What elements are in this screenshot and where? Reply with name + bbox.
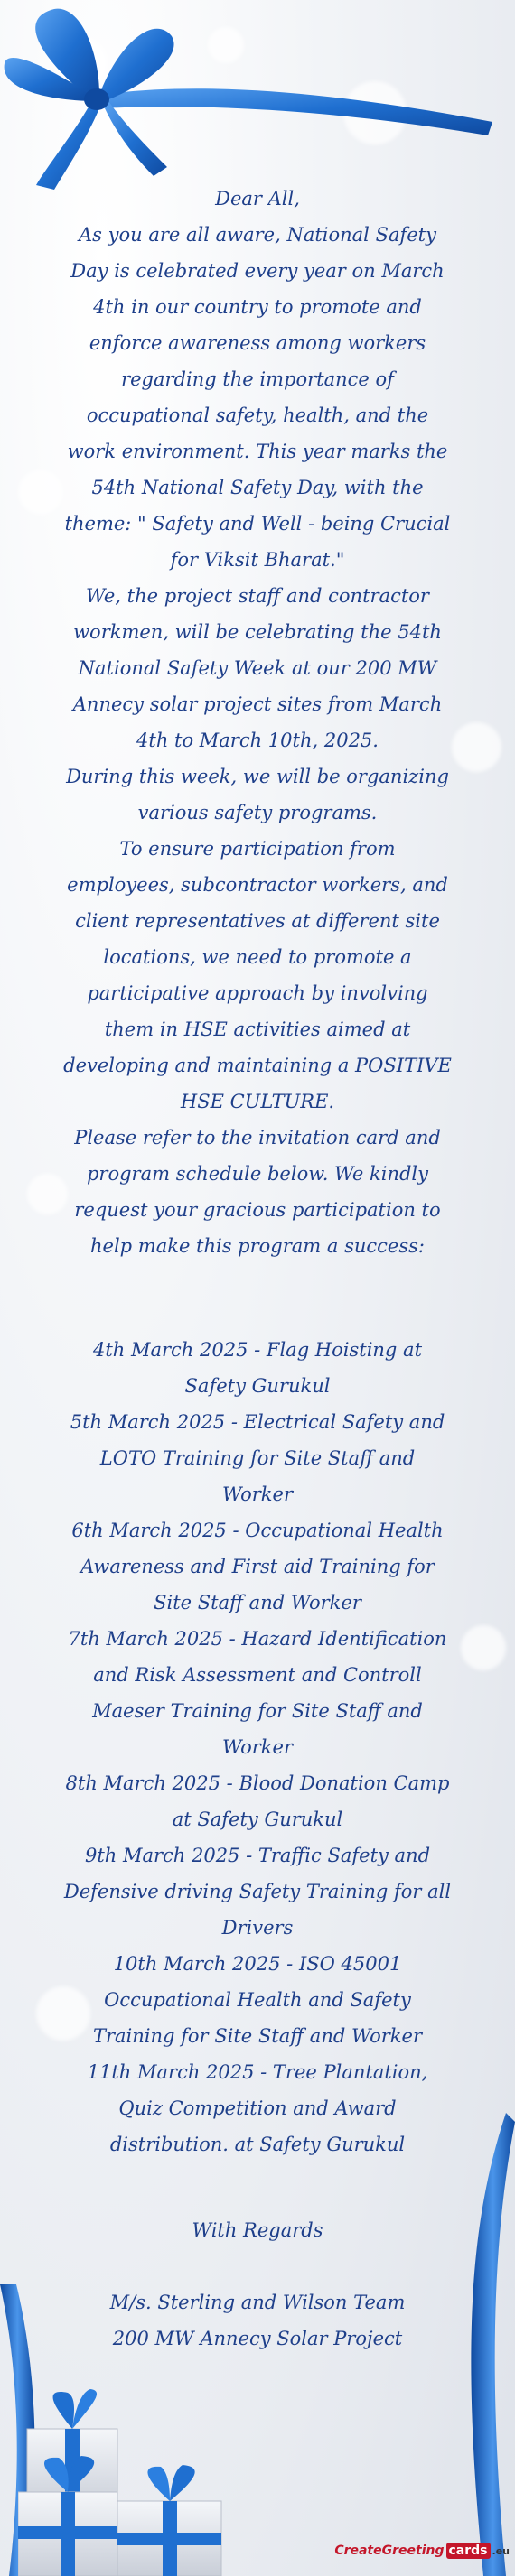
invitation-paragraph: Please refer to the invitation card and program schedule below. We kindly request your gracious participation to help make this program a success: — [74, 1127, 441, 1257]
greeting: Dear All, — [215, 188, 300, 209]
bokeh-light — [461, 1625, 506, 1670]
logo-cards: cards — [446, 2543, 491, 2559]
bokeh-light — [18, 470, 63, 515]
programs-paragraph: During this week, we will be organizing various safety programs. — [66, 766, 449, 823]
logo-tld: .eu — [492, 2544, 510, 2557]
schedule-item: 5th March 2025 - Electrical Safety and LOTO Training for Site Staff and Worker — [70, 1411, 445, 1505]
schedule-item: 7th March 2025 - Hazard Identification and Risk Assessment and Controll Maeser Training for Site Staff and Worker — [68, 1628, 447, 1758]
bokeh-light — [27, 1174, 68, 1214]
bokeh-light — [452, 722, 501, 772]
blue-ribbon-bow — [0, 0, 515, 199]
team-name: M/s. Sterling and Wilson Team — [109, 2292, 406, 2313]
project-name: 200 MW Annecy Solar Project — [112, 2328, 403, 2349]
schedule-item: 4th March 2025 - Flag Hoisting at Safety Gurukul — [92, 1339, 423, 1397]
schedule-item: 9th March 2025 - Traffic Safety and Defensive driving Safety Training for all Drivers — [63, 1845, 452, 1939]
celebration-paragraph: We, the project staff and contractor workmen, will be celebrating the 54th National Safety Week at our 200 MW Annecy solar project sites from March 4th to March 10th, 2025. — [72, 585, 443, 751]
gift-boxes-illustration — [18, 2366, 235, 2576]
logo-brand: CreateGreeting — [334, 2543, 445, 2558]
site-logo[interactable] — [334, 2534, 510, 2567]
schedule-item: 6th March 2025 - Occupational Health Awareness and First aid Training for Site Staff and Worker — [71, 1520, 444, 1613]
signature-block — [63, 2212, 452, 2357]
intro-paragraph: As you are all aware, National Safety Day is celebrated every year on March 4th in our country to promote and enforce awareness among workers regarding the importance of occupational safety, health, and the work environment. This year marks the 54th National Safety Day, with the theme: " Safety and Well - being Crucial for Viksit Bharat." — [64, 224, 451, 571]
letter-body — [63, 181, 452, 1264]
schedule-item: 11th March 2025 - Tree Plantation, Quiz Competition and Award distribution. at Safety Gurukul — [87, 2061, 428, 2155]
schedule-item: 8th March 2025 - Blood Donation Camp at Safety Gurukul — [65, 1772, 450, 1830]
program-schedule — [63, 1332, 452, 2162]
participation-paragraph: To ensure participation from employees, subcontractor workers, and client representatives at different site locations, we need to promote a participative approach by involving them in HSE activities aimed at developing and maintaining a POSITIVE HSE CULTURE. — [63, 838, 452, 1112]
regards-text: With Regards — [192, 2219, 323, 2241]
schedule-item: 10th March 2025 - ISO 45001 Occupational Health and Safety Training for Site Staff and Worker — [92, 1953, 423, 2047]
